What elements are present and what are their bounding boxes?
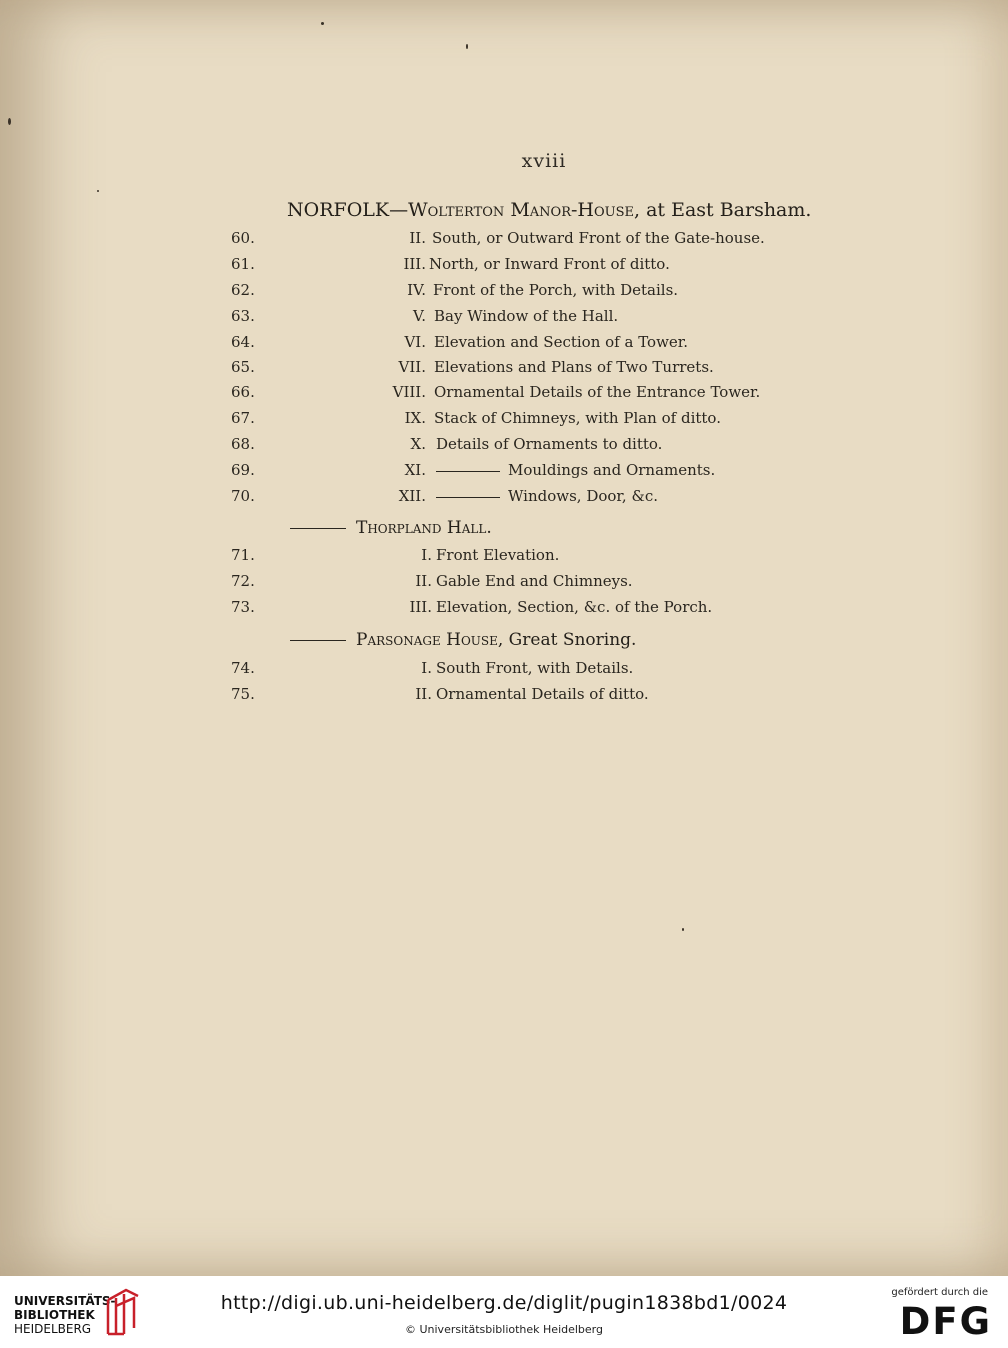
plate-number: 65.: [231, 358, 255, 376]
plate-number: 73.: [231, 598, 255, 616]
plate-description: Details of Ornaments to ditto.: [436, 435, 663, 453]
funding-label: gefördert durch die: [891, 1287, 988, 1298]
plate-description: Ornamental Details of the Entrance Tower.: [434, 383, 761, 401]
page-number: xviii: [521, 150, 567, 172]
plate-row: [0, 685, 1008, 709]
roman-numeral: IV.: [407, 281, 426, 299]
plate-description: Elevations and Plans of Two Turrets.: [434, 358, 714, 376]
plate-row: [0, 255, 1008, 279]
plate-description: Gable End and Chimneys.: [436, 572, 633, 590]
plate-description-text: Mouldings and Ornaments.: [508, 461, 716, 479]
county-name: NORFOLK: [287, 199, 390, 221]
footer-bar: [0, 1276, 1008, 1348]
heading-location: at East Barsham.: [640, 199, 812, 221]
plate-number: 61.: [231, 255, 255, 273]
plate-row: [0, 307, 1008, 331]
plate-row: [0, 358, 1008, 382]
roman-numeral: VIII.: [392, 383, 426, 401]
paper-speck: [682, 928, 684, 931]
plate-row: [0, 435, 1008, 459]
plate-description: Front Elevation.: [436, 546, 560, 564]
plate-number: 62.: [231, 281, 255, 299]
plate-number: 67.: [231, 409, 255, 427]
plate-number: 64.: [231, 333, 255, 351]
plate-number: 60.: [231, 229, 255, 247]
section-heading: [287, 199, 811, 221]
heading-separator: —: [389, 199, 409, 221]
plate-row: [0, 546, 1008, 570]
plate-row: [0, 333, 1008, 357]
subsection-heading: [290, 518, 492, 538]
roman-numeral: XII.: [398, 487, 426, 505]
subsection-title: Thorpland Hall.: [356, 518, 492, 538]
plate-row: [0, 461, 1008, 485]
roman-numeral: I.: [421, 546, 432, 564]
plate-number: 71.: [231, 546, 255, 564]
plate-description: Elevation, Section, &c. of the Porch.: [436, 598, 713, 616]
roman-numeral: VI.: [404, 333, 426, 351]
plate-row: [0, 598, 1008, 622]
logo-line: BIBLIOTHEK: [14, 1308, 95, 1322]
plate-row: [0, 572, 1008, 596]
subsection-heading: [290, 630, 636, 650]
roman-numeral: XI.: [404, 461, 426, 479]
plate-row: [0, 383, 1008, 407]
plate-number: 66.: [231, 383, 255, 401]
ditto-dash: [436, 471, 500, 472]
roman-numeral: III.: [409, 598, 432, 616]
copyright-notice: © Universitätsbibliothek Heidelberg: [404, 1323, 603, 1336]
roman-numeral: IX.: [404, 409, 426, 427]
plate-description: Bay Window of the Hall.: [434, 307, 619, 325]
logo-line: HEIDELBERG: [14, 1322, 92, 1336]
plate-description: Front of the Porch, with Details.: [433, 281, 679, 299]
paper-speck: [466, 44, 468, 49]
plate-row: [0, 281, 1008, 305]
plate-description-text: Windows, Door, &c.: [508, 487, 658, 505]
plate-description: North, or Inward Front of ditto.: [429, 255, 670, 273]
plate-description: [432, 461, 715, 479]
plate-description: Ornamental Details of ditto.: [436, 685, 649, 703]
plate-description: [432, 487, 658, 505]
plate-row: [0, 229, 1008, 253]
paper-speck: [97, 190, 99, 192]
permalink-url[interactable]: http://digi.ub.uni-heidelberg.de/diglit/pugin1838bd1/0024: [220, 1292, 788, 1314]
plate-number: 74.: [231, 659, 255, 677]
roman-numeral: II.: [409, 229, 426, 247]
roman-numeral: II.: [415, 572, 432, 590]
plate-description: South Front, with Details.: [436, 659, 634, 677]
plate-number: 69.: [231, 461, 255, 479]
dfg-logo: DFG: [899, 1300, 992, 1343]
heading-title: Wolterton Manor-House,: [408, 199, 641, 221]
roman-numeral: V.: [413, 307, 426, 325]
plate-number: 72.: [231, 572, 255, 590]
roman-numeral: X.: [410, 435, 426, 453]
logo-line: UNIVERSITÄTS-: [14, 1294, 116, 1308]
subsection-title: Parsonage House,: [356, 630, 504, 650]
plate-number: 68.: [231, 435, 255, 453]
plate-row: [0, 487, 1008, 511]
plate-row: [0, 659, 1008, 683]
plate-number: 63.: [231, 307, 255, 325]
roman-numeral: III.: [403, 255, 426, 273]
roman-numeral: II.: [415, 685, 432, 703]
ditto-dash: [290, 640, 346, 641]
plate-number: 75.: [231, 685, 255, 703]
ditto-dash: [290, 528, 346, 529]
paper-speck: [321, 22, 324, 25]
roman-numeral: VII.: [398, 358, 426, 376]
plate-description: South, or Outward Front of the Gate-house.: [432, 229, 765, 247]
plate-description: Stack of Chimneys, with Plan of ditto.: [434, 409, 721, 427]
plate-row: [0, 409, 1008, 433]
ditto-dash: [436, 497, 500, 498]
paper-speck: [8, 118, 11, 125]
roman-numeral: I.: [421, 659, 432, 677]
subsection-location: Great Snoring.: [503, 630, 637, 650]
plate-description: Elevation and Section of a Tower.: [434, 333, 689, 351]
plate-number: 70.: [231, 487, 255, 505]
